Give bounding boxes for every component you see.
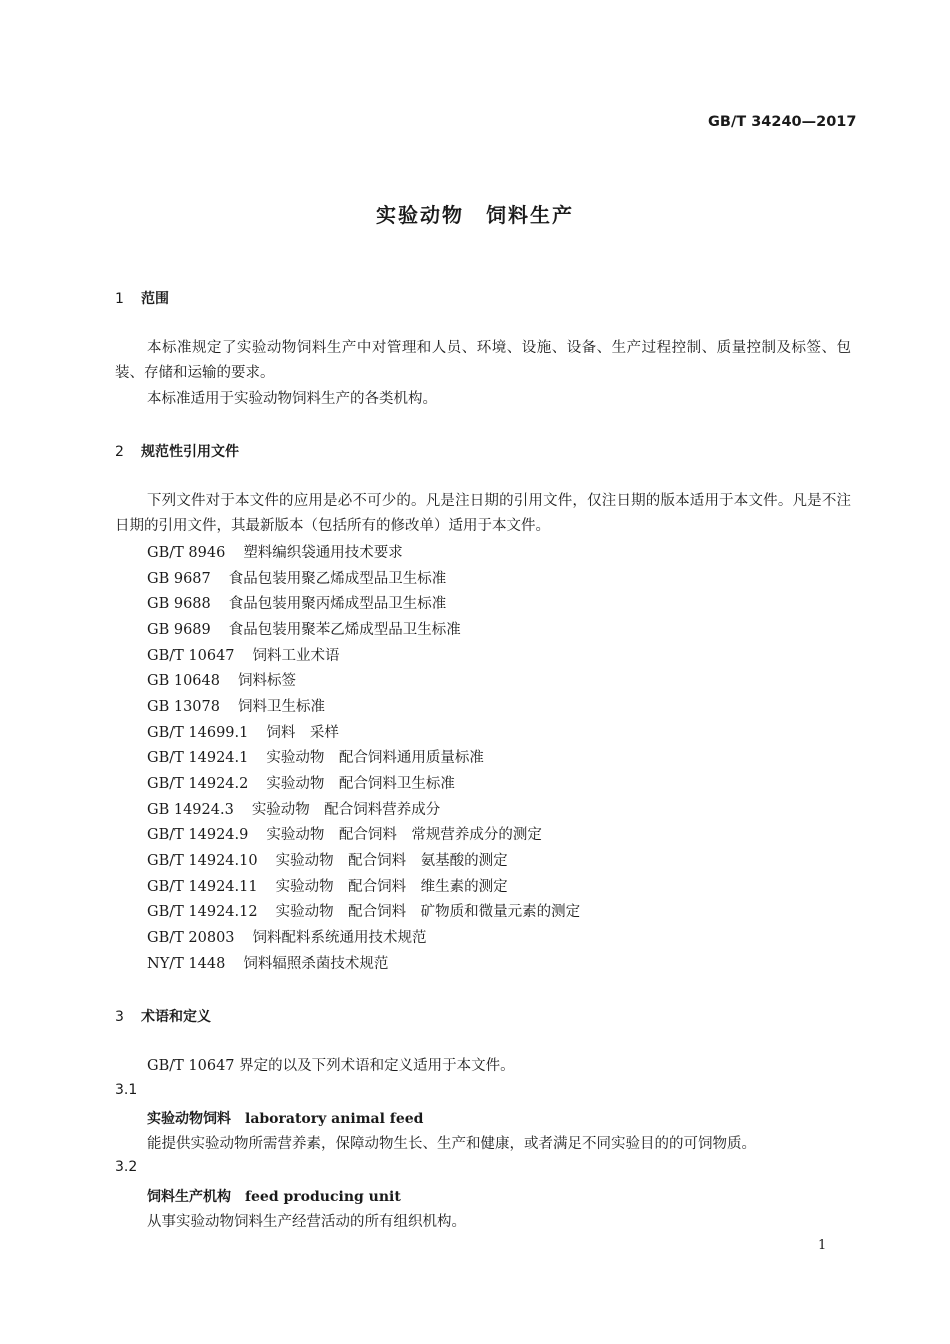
reference-item [147, 746, 484, 767]
section-number: 1 [115, 291, 124, 307]
reference-item [147, 849, 508, 870]
reference-title: 实验动物 配合饲料 氨基酸的测定 [275, 853, 508, 869]
term-english: laboratory animal feed [245, 1111, 424, 1127]
reference-item [147, 798, 440, 819]
reference-item [147, 541, 403, 562]
term-definition: 从事实验动物饲料生产经营活动的所有组织机构。 [147, 1214, 466, 1230]
reference-item [147, 900, 580, 921]
section-title: 术语和定义 [141, 1009, 211, 1025]
reference-code: GB/T 14924.12 [147, 904, 258, 920]
reference-code: GB/T 14699.1 [147, 725, 249, 741]
term-definition: 能提供实验动物所需营养素，保障动物生长、生产和健康，或者满足不同实验目的的可饲物质。 [147, 1136, 756, 1152]
reference-title: 塑料编织袋通用技术要求 [243, 545, 403, 561]
section-title: 规范性引用文件 [141, 444, 239, 460]
reference-code: NY/T 1448 [147, 956, 226, 972]
reference-title: 饲料配料系统通用技术规范 [252, 930, 427, 946]
reference-title: 实验动物 配合饲料 矿物质和微量元素的测定 [275, 904, 581, 920]
reference-code: GB/T 10647 [147, 648, 235, 664]
reference-item [147, 592, 446, 613]
term-chinese: 实验动物饲料 [147, 1111, 231, 1127]
reference-code: GB/T 14924.1 [147, 750, 249, 766]
reference-item [147, 952, 388, 973]
section-2-heading [115, 441, 239, 461]
term-chinese: 饲料生产机构 [147, 1189, 231, 1205]
reference-title: 食品包装用聚苯乙烯成型品卫生标准 [228, 622, 461, 638]
section-1-heading [115, 288, 169, 308]
reference-code: GB 9688 [147, 596, 211, 612]
reference-title: 实验动物 配合饲料 常规营养成分的测定 [266, 827, 542, 843]
reference-title: 饲料 采样 [266, 725, 339, 741]
reference-item [147, 644, 340, 665]
reference-item [147, 875, 508, 896]
section-1-paragraph-2: 本标准适用于实验动物饲料生产的各类机构。 [147, 391, 437, 407]
section-number: 2 [115, 444, 124, 460]
section-3-intro: GB/T 10647 界定的以及下列术语和定义适用于本文件。 [147, 1058, 515, 1074]
reference-title: 饲料标签 [237, 673, 296, 689]
reference-code: GB/T 14924.9 [147, 827, 249, 843]
section-3-heading [115, 1006, 211, 1026]
reference-item [147, 695, 325, 716]
reference-title: 食品包装用聚乙烯成型品卫生标准 [228, 571, 447, 587]
reference-item [147, 823, 542, 844]
reference-item [147, 721, 339, 742]
document-title: 实验动物 饲料生产 [376, 203, 574, 227]
reference-code: GB/T 20803 [147, 930, 235, 946]
reference-code: GB 9689 [147, 622, 211, 638]
term-number: 3.2 [115, 1159, 138, 1175]
reference-code: GB 14924.3 [147, 802, 234, 818]
reference-title: 食品包装用聚丙烯成型品卫生标准 [228, 596, 447, 612]
reference-item [147, 669, 296, 690]
reference-code: GB/T 8946 [147, 545, 226, 561]
reference-title: 实验动物 配合饲料 维生素的测定 [275, 879, 508, 895]
term-english: feed producing unit [245, 1189, 401, 1205]
term-number: 3.1 [115, 1082, 138, 1098]
term-heading [147, 1186, 401, 1206]
reference-title: 饲料卫生标准 [237, 699, 325, 715]
reference-item [147, 926, 427, 947]
reference-title: 实验动物 配合饲料通用质量标准 [266, 750, 484, 766]
section-number: 3 [115, 1009, 124, 1025]
reference-code: GB 13078 [147, 699, 220, 715]
reference-code: GB/T 14924.2 [147, 776, 249, 792]
reference-item [147, 772, 455, 793]
reference-item [147, 618, 461, 639]
page-number: 1 [818, 1238, 827, 1253]
reference-code: GB 9687 [147, 571, 211, 587]
term-heading [147, 1108, 423, 1128]
reference-title: 实验动物 配合饲料营养成分 [251, 802, 441, 818]
reference-code: GB 10648 [147, 673, 220, 689]
standard-code: GB/T 34240—2017 [708, 114, 857, 130]
reference-code: GB/T 14924.11 [147, 879, 258, 895]
reference-item [147, 567, 446, 588]
reference-title: 饲料工业术语 [252, 648, 340, 664]
reference-title: 实验动物 配合饲料卫生标准 [266, 776, 455, 792]
section-2-intro: 下列文件对于本文件的应用是必不可少的。凡是注日期的引用文件，仅注日期的版本适用于本文件。凡是不注日期的引用文件，其最新版本（包括所有的修改单）适用于本文件。 [115, 493, 851, 534]
section-title: 范围 [141, 291, 169, 307]
section-1-paragraph-1: 本标准规定了实验动物饲料生产中对管理和人员、环境、设施、设备、生产过程控制、质量控制及标签、包装、存储和运输的要求。 [115, 340, 851, 381]
reference-code: GB/T 14924.10 [147, 853, 258, 869]
reference-title: 饲料辐照杀菌技术规范 [243, 956, 389, 972]
